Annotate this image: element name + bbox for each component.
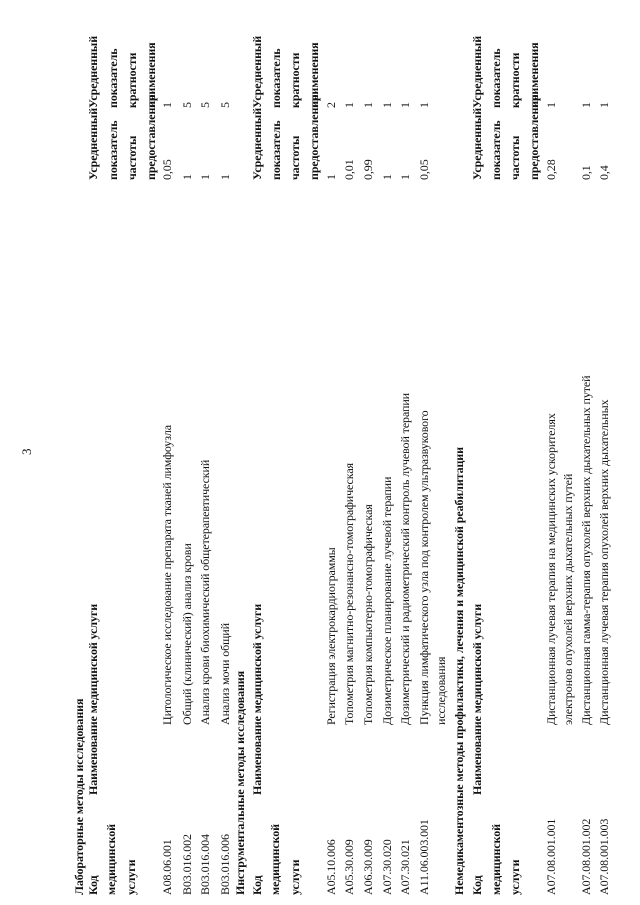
row-name: Топометрия магнитно-резонансно-томографическая <box>342 463 356 725</box>
header-code: услуги <box>508 859 522 895</box>
row-mult: 1 <box>380 102 394 108</box>
row-code: B03.016.002 <box>180 834 194 895</box>
row-freq: 0,99 <box>361 159 375 180</box>
header-mult: показатель <box>106 48 120 108</box>
header-mult: применения <box>527 42 541 108</box>
header-mult: показатель <box>489 48 503 108</box>
header-code: услуги <box>288 859 302 895</box>
row-name: Дозиметрический и радиометрический контроль лучевой терапии <box>398 393 412 725</box>
row-code: A07.08.001.002 <box>579 818 593 895</box>
row-mult: 1 <box>160 102 174 108</box>
section-title-laboratory: Лабораторные методы исследования <box>72 698 86 895</box>
row-name: Анализ мочи общий <box>218 623 232 725</box>
header-freq: предоставления <box>527 94 541 180</box>
row-freq: 1 <box>380 174 394 180</box>
row-mult: 2 <box>324 102 338 108</box>
row-freq: 0,01 <box>342 159 356 180</box>
header-mult: Усредненный <box>250 35 264 108</box>
row-name: Цитологическое исследование препарата тканей лимфоузла <box>160 425 174 725</box>
row-freq: 1 <box>324 174 338 180</box>
header-mult: кратности <box>288 52 302 108</box>
header-freq: Усредненный <box>86 107 100 180</box>
row-freq: 1 <box>180 174 194 180</box>
header-code: услуги <box>124 859 138 895</box>
row-code: A07.30.020 <box>380 839 394 895</box>
row-freq: 0,28 <box>544 159 558 180</box>
row-freq: 0,05 <box>417 159 431 180</box>
row-mult: 5 <box>198 102 212 108</box>
header-mult: кратности <box>125 52 139 108</box>
header-freq: частоты <box>125 135 139 180</box>
header-name: Наименование медицинской услуги <box>86 603 100 795</box>
row-name: Общий (клинический) анализ крови <box>180 543 194 725</box>
row-mult: 1 <box>398 102 412 108</box>
row-freq: 1 <box>198 174 212 180</box>
header-freq: предоставления <box>307 94 321 180</box>
row-name: Пункция лимфатического узла под контролем ультразвукового <box>417 410 431 725</box>
header-code: медицинской <box>268 824 282 895</box>
section-title-instrumental: Инструментальные методы исследования <box>233 671 247 895</box>
header-code: Код <box>250 875 264 895</box>
header-freq: предоставления <box>144 94 158 180</box>
row-name: Анализ крови биохимический общетерапевтический <box>198 459 212 725</box>
row-freq: 1 <box>218 174 232 180</box>
row-code: A05.10.006 <box>324 839 338 895</box>
header-name: Наименование медицинской услуги <box>250 603 264 795</box>
row-name: Дистанционная лучевая терапия на медицинских ускорителях <box>544 413 558 725</box>
row-mult: 1 <box>579 102 593 108</box>
row-mult: 5 <box>180 102 194 108</box>
row-freq: 1 <box>398 174 412 180</box>
row-name: Дозиметрическое планирование лучевой терапии <box>380 476 394 725</box>
header-mult: кратности <box>508 52 522 108</box>
header-mult: показатель <box>269 48 283 108</box>
row-name: Дистанционная лучевая терапия опухолей верхних дыхательных <box>597 399 611 725</box>
row-name: Дистанционная гамма-терапия опухолей верхних дыхательных путей <box>579 375 593 725</box>
row-name: электронов опухолей верхних дыхательных путей <box>561 473 575 725</box>
row-freq: 0,4 <box>597 165 611 180</box>
row-name: Регистрация электрокардиограммы <box>324 547 338 725</box>
header-code: Код <box>86 875 100 895</box>
row-freq: 0,05 <box>160 159 174 180</box>
header-freq: частоты <box>288 135 302 180</box>
row-code: B03.016.006 <box>218 834 232 895</box>
row-code: A07.30.021 <box>398 839 412 895</box>
header-mult: Усредненный <box>470 35 484 108</box>
row-freq: 0,1 <box>579 165 593 180</box>
header-mult: применения <box>144 42 158 108</box>
row-mult: 1 <box>597 102 611 108</box>
row-code: A07.08.001.003 <box>597 818 611 895</box>
row-code: A08.06.001 <box>160 839 174 895</box>
page-number: 3 <box>19 448 34 455</box>
header-freq: показатель <box>489 120 503 180</box>
header-code: Код <box>470 875 484 895</box>
header-mult: Усредненный <box>86 35 100 108</box>
row-mult: 1 <box>342 102 356 108</box>
header-freq: Усредненный <box>250 107 264 180</box>
header-freq: Усредненный <box>470 107 484 180</box>
row-mult: 1 <box>417 102 431 108</box>
row-mult: 1 <box>361 102 375 108</box>
row-name: Топометрия компьютерно-томографическая <box>361 504 375 725</box>
header-freq: частоты <box>508 135 522 180</box>
row-mult: 1 <box>544 102 558 108</box>
row-mult: 5 <box>218 102 232 108</box>
row-code: A07.08.001.001 <box>544 818 558 895</box>
header-mult: применения <box>307 42 321 108</box>
row-code: B03.016.004 <box>198 834 212 895</box>
row-code: A06.30.009 <box>361 839 375 895</box>
header-name: Наименование медицинской услуги <box>470 603 484 795</box>
header-freq: показатель <box>106 120 120 180</box>
row-code: A11.06.003.001 <box>417 819 431 895</box>
header-code: медицинской <box>489 824 503 895</box>
row-name: исследования <box>434 656 448 725</box>
row-code: A05.30.009 <box>342 839 356 895</box>
section-title-nondrug: Немедикаментозные методы профилактики, лечения и медицинской реабилитации <box>452 447 466 895</box>
header-freq: показатель <box>269 120 283 180</box>
header-code: медицинской <box>104 824 118 895</box>
